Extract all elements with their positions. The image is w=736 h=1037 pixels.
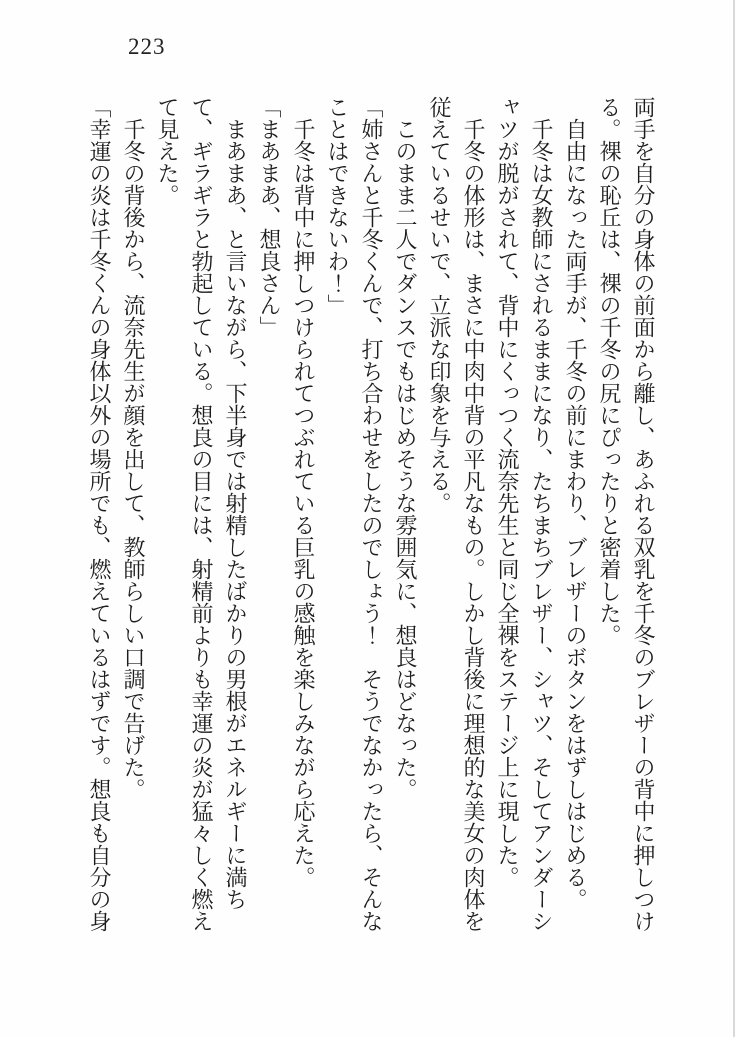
novel-text-area <box>82 96 660 936</box>
novel-paragraph: 千冬は背中に押しつけられてつぶれている巨乳の感触を楽しみながら応えた。 <box>291 118 316 888</box>
novel-paragraph: 千冬は女教師にされるままになり、たちまちブレザー、シャツ、そしてアンダーシャツが脱がされて、背中にくっつく流奈先生と同じ全裸をステージ上に現した。 <box>495 96 554 932</box>
novel-paragraph: 自由になった両手が、千冬の前にまわり、ブレザーのボタンをはずしはじめる。 <box>563 118 588 910</box>
novel-dialogue-paragraph: 「姉さんと千冬くんで、打ち合わせをしたのでしょう！ そうでなかったら、そんなことはできないわ！」 <box>325 96 384 932</box>
novel-dialogue-paragraph: 「まあまあ、想良さん」 <box>257 96 282 338</box>
novel-paragraph: 千冬の背後から、流奈先生が顔を出して、教師らしい口調で告げた。 <box>121 118 146 800</box>
novel-paragraph: 千冬の体形は、まさに中肉中背の平凡なもの。しかし背後に理想的な美女の肉体を従えているせいで、立派な印象を与える。 <box>427 96 486 932</box>
novel-dialogue-paragraph: 「幸運の炎は千冬くんの身体以外の場所でも、燃えているはずです。想良も自分の身 <box>87 96 112 932</box>
novel-paragraph: まあまあ、と言いながら、下半身では射精したばかりの男根がエネルギーに満ちて、ギラギラと勃起している。想良の目には、射精前よりも幸運の炎が猛々しく燃えて見えた。 <box>155 96 248 932</box>
novel-paragraph: 両手を自分の身体の前面から離し、あふれる双乳を千冬のブレザーの背中に押しつける。裸の恥丘は、裸の千冬の尻にぴったりと密着した。 <box>597 96 656 932</box>
page-number: 223 <box>128 34 166 59</box>
novel-paragraph: このまま二人でダンスでもはじめそうな雰囲気に、想良はどなった。 <box>393 118 418 800</box>
page-scan-edge <box>733 0 735 1037</box>
